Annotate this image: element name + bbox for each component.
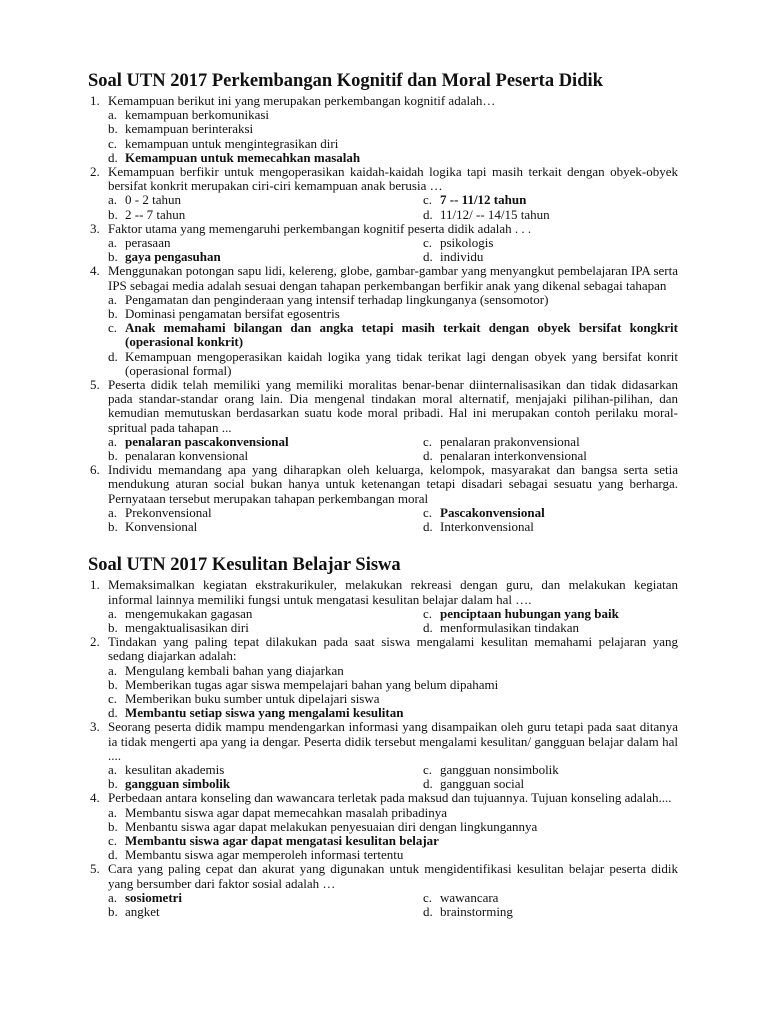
correct-answer-text: penalaran pascakonvensional: [125, 433, 289, 449]
option-text: kesulitan akademis: [125, 761, 225, 777]
question-item: [90, 578, 678, 606]
option-text: Kemampuan mengoperasikan kaidah logika yang tidak terikat lagi dengan obyek yang bersifat konrit (operasional formal): [125, 348, 678, 378]
answer-option: [423, 777, 678, 791]
option-letter: c.: [108, 320, 118, 336]
answer-option: [108, 891, 423, 905]
option-letter: a.: [108, 889, 118, 905]
option-letter: a.: [108, 761, 118, 777]
option-text: Menbantu siswa agar dapat melakukan penyesuaian diri dengan lingkungannya: [125, 818, 538, 834]
option-text: perasaan: [125, 235, 171, 251]
option-text: menformulasikan tindakan: [440, 619, 579, 635]
option-text: Konvensional: [125, 519, 198, 535]
answer-option: [108, 905, 423, 919]
answer-option: [423, 621, 678, 635]
option-text: kemampuan untuk mengintegrasikan diri: [125, 135, 339, 151]
correct-answer-text: gangguan simbolik: [125, 776, 231, 792]
question-number: 3.: [90, 220, 100, 236]
question-text: Seorang peserta didik mampu mendengarkan informasi yang disampaikan oleh guru tetapi pada saat ditanya ia tidak mengerti apa yang ia dengar. Peserta didik tersebut mengalami kesulitan/ gangguan belajar dalam hal ....: [108, 719, 678, 763]
option-letter: d.: [108, 348, 118, 364]
option-text: Interkonvensional: [440, 519, 534, 535]
option-text: gangguan social: [440, 776, 525, 792]
answer-options-grid: [108, 763, 678, 791]
correct-answer-text: gaya pengasuhan: [125, 249, 221, 265]
option-text: mengaktualisasikan diri: [125, 619, 249, 635]
answer-option: [108, 350, 678, 378]
question-item: [90, 720, 678, 763]
correct-answer-text: penciptaan hubungan yang baik: [440, 605, 619, 621]
answer-option: [108, 692, 678, 706]
answer-option: [423, 236, 678, 250]
option-letter: d.: [108, 705, 118, 721]
option-letter: a.: [108, 662, 118, 678]
answer-option: [108, 607, 423, 621]
answer-options: [108, 806, 678, 863]
option-text: 2 -- 7 tahun: [125, 206, 186, 222]
option-letter: d.: [423, 206, 433, 222]
question-text: Tindakan yang paling tepat dilakukan pada saat siswa mengalami kesulitan memahami pelajaran yang sedang diajarkan adalah:: [108, 634, 678, 664]
answer-option: [108, 307, 678, 321]
question-number: 3.: [90, 719, 100, 735]
answer-option: [108, 678, 678, 692]
option-letter: b.: [108, 121, 118, 137]
option-text: Membantu siswa agar dapat memecahkan masalah pribadinya: [125, 804, 447, 820]
answer-options: [108, 108, 678, 165]
answer-option: [108, 763, 423, 777]
option-text: Mengulang kembali bahan yang diajarkan: [125, 662, 344, 678]
section-title: Soal UTN 2017 Perkembangan Kognitif dan Moral Peserta Didik: [88, 71, 603, 91]
option-letter: c.: [423, 889, 433, 905]
option-letter: a.: [108, 433, 118, 449]
option-letter: a.: [108, 291, 118, 307]
answer-option: [108, 621, 423, 635]
option-text: kemampuan berkomunikasi: [125, 107, 270, 123]
section-title: Soal UTN 2017 Kesulitan Belajar Siswa: [88, 555, 401, 576]
question-item: [90, 264, 678, 292]
option-letter: b.: [108, 306, 118, 322]
correct-answer-text: Membantu siswa agar dapat mengatasi kesulitan belajar: [125, 832, 439, 848]
answer-option: [423, 607, 678, 621]
document-page: [90, 70, 678, 919]
question-item: [90, 222, 678, 236]
option-text: Memberikan tugas agar siswa mempelajari bahan yang belum dipahami: [125, 676, 499, 692]
option-text: wawancara: [440, 889, 499, 905]
option-text: Pengamatan dan penginderaan yang intensif terhadap lingkunganya (sensomotor): [125, 291, 549, 307]
option-letter: b.: [108, 249, 118, 265]
answer-option: [108, 806, 678, 820]
option-letter: c.: [423, 235, 433, 251]
option-text: Memberikan buku sumber untuk dipelajari siswa: [125, 690, 380, 706]
question-number: 6.: [90, 462, 100, 478]
option-letter: a.: [108, 504, 118, 520]
option-text: brainstorming: [440, 903, 513, 919]
answer-option: [108, 108, 678, 122]
answer-option: [108, 777, 423, 791]
option-letter: a.: [108, 804, 118, 820]
option-letter: a.: [108, 605, 118, 621]
answer-options: [108, 293, 678, 378]
option-text: Prekonvensional: [125, 504, 212, 520]
question-item: [90, 378, 678, 435]
question-number: 4.: [90, 790, 100, 806]
question-text: Peserta didik telah memiliki yang memiliki moralitas benar-benar diinternalisasikan dan tidak didasarkan pada standar-standar orang lain. Dia mengenal tindakan moral alternatif, menjajaki pilihan-pilihan, dan kemudian memutuskan berdasarkan suatu kode moral pribadi. Hal ini merupakan contoh perilaku moral-spritual pada tahapan ...: [108, 377, 678, 435]
answer-option: [423, 506, 678, 520]
correct-answer-text: sosiometri: [125, 889, 183, 905]
answer-option: [423, 435, 678, 449]
answer-option: [108, 834, 678, 848]
option-text: penalaran konvensional: [125, 448, 249, 464]
answer-option: [108, 820, 678, 834]
question-item: [90, 791, 678, 805]
option-letter: c.: [108, 135, 118, 151]
answer-option: [108, 208, 423, 222]
answer-option: [108, 250, 423, 264]
question-text: Kemampuan berfikir untuk mengoperasikan kaidah-kaidah logika tapi masih terkait dengan obyek-obyek bersifat konkrit merupakan ciri-ciri kemampuan anak berusia …: [108, 164, 678, 194]
answer-option: [423, 520, 678, 534]
answer-options-grid: [108, 193, 678, 221]
answer-option: [108, 137, 678, 151]
option-letter: b.: [108, 206, 118, 222]
option-letter: b.: [108, 619, 118, 635]
answer-option: [108, 236, 423, 250]
question-number: 2.: [90, 634, 100, 650]
answer-option: [108, 706, 678, 720]
question-text: Kemampuan berikut ini yang merupakan perkembangan kognitif adalah…: [108, 93, 496, 108]
question-text: Perbedaan antara konseling dan wawancara terletak pada maksud dan tujuannya. Tujuan konseling adalah....: [108, 790, 672, 806]
option-text: psikologis: [440, 235, 494, 251]
answer-option: [108, 449, 423, 463]
option-letter: b.: [108, 519, 118, 535]
question-item: [90, 635, 678, 663]
option-letter: d.: [423, 776, 433, 792]
option-letter: d.: [423, 619, 433, 635]
answer-options-grid: [108, 607, 678, 635]
option-letter: b.: [108, 676, 118, 692]
option-text: kemampuan berinteraksi: [125, 121, 254, 137]
option-text: 0 - 2 tahun: [125, 192, 181, 208]
option-letter: b.: [108, 818, 118, 834]
answer-option: [108, 122, 678, 136]
option-letter: a.: [108, 235, 118, 251]
question-item: [90, 165, 678, 193]
answer-options: [108, 664, 678, 721]
question-text: Menggunakan potongan sapu lidi, kelereng, globe, gambar-gambar yang menyangkut pembelajaran IPA serta IPS sebagai media adalah sesuai dengan tahapan perkembangan berfikir anak yang dikenal sebagai tahapan: [108, 263, 678, 293]
question-item: [90, 94, 678, 108]
question-number: 5.: [90, 861, 100, 877]
answer-option: [108, 193, 423, 207]
question-text: Cara yang paling cepat dan akurat yang digunakan untuk mengidentifikasi kesulitan belajar peserta didik yang bersumber dari faktor sosial adalah …: [108, 861, 678, 891]
answer-option: [423, 193, 678, 207]
option-letter: d.: [423, 903, 433, 919]
option-letter: c.: [423, 605, 433, 621]
correct-answer-text: 7 -- 11/12 tahun: [440, 192, 527, 208]
option-letter: c.: [108, 832, 118, 848]
answer-option: [423, 905, 678, 919]
option-text: 11/12/ -- 14/15 tahun: [440, 206, 550, 222]
option-text: mengemukakan gagasan: [125, 605, 253, 621]
question-text: Individu memandang apa yang diharapkan oleh keluarga, kelompok, masyarakat dan bangsa serta setia mendukung aturan social bukan hanya untuk ketenangan tetapi disadari sebagai sesuatu yang berharga. Pernyataan tersebut merupakan tahapan perkembangan moral: [108, 462, 678, 506]
correct-answer-text: Pascakonvensional: [440, 504, 545, 520]
option-letter: d.: [423, 448, 433, 464]
option-text: penalaran interkonvensional: [440, 448, 587, 464]
correct-answer-text: Membantu setiap siswa yang mengalami kesulitan: [125, 705, 404, 721]
answer-option: [108, 506, 423, 520]
option-letter: c.: [423, 192, 433, 208]
answer-option: [423, 208, 678, 222]
option-text: penalaran prakonvensional: [440, 433, 580, 449]
option-letter: c.: [108, 690, 118, 706]
option-letter: d.: [423, 519, 433, 535]
option-letter: b.: [108, 448, 118, 464]
question-number: 5.: [90, 377, 100, 393]
option-text: Dominasi pengamatan bersifat egosentris: [125, 306, 340, 322]
option-text: angket: [125, 903, 160, 919]
answer-option: [108, 848, 678, 862]
correct-answer-text: Anak memahami bilangan dan angka tetapi masih terkait dengan obyek bersifat kongkrit (operasional konkrit): [125, 320, 678, 350]
correct-answer-text: Kemampuan untuk memecahkan masalah: [125, 149, 361, 165]
answer-option: [423, 763, 678, 777]
question-number: 1.: [90, 577, 100, 593]
answer-option: [423, 891, 678, 905]
option-letter: d.: [108, 847, 118, 863]
question-item: [90, 862, 678, 890]
question-number: 1.: [90, 93, 100, 108]
option-letter: c.: [423, 433, 433, 449]
option-letter: d.: [423, 249, 433, 265]
question-number: 2.: [90, 164, 100, 180]
option-letter: c.: [423, 504, 433, 520]
question-text: Memaksimalkan kegiatan ekstrakurikuler, melakukan rekreasi dengan guru, dan melakukan kegiatan informal lainnya memiliki fungsi untuk mengatasi kesulitan belajar dalam hal ….: [108, 577, 678, 607]
answer-option: [108, 435, 423, 449]
question-item: [90, 463, 678, 506]
answer-options-grid: [108, 891, 678, 919]
option-letter: a.: [108, 192, 118, 208]
answer-option: [108, 664, 678, 678]
option-letter: b.: [108, 903, 118, 919]
option-letter: b.: [108, 776, 118, 792]
answer-option: [108, 151, 678, 165]
answer-option: [423, 449, 678, 463]
option-text: Membantu siswa agar memperoleh informasi tertentu: [125, 847, 404, 863]
option-letter: d.: [108, 149, 118, 165]
question-number: 4.: [90, 263, 100, 279]
option-text: gangguan nonsimbolik: [440, 761, 559, 777]
option-letter: c.: [423, 761, 433, 777]
question-text: Faktor utama yang memengaruhi perkembangan kognitif peserta didik adalah . . .: [108, 220, 532, 236]
answer-option: [108, 520, 423, 534]
answer-options-grid: [108, 435, 678, 463]
option-text: individu: [440, 249, 484, 265]
option-letter: a.: [108, 107, 118, 123]
answer-option: [108, 321, 678, 349]
answer-option: [108, 293, 678, 307]
answer-options-grid: [108, 236, 678, 264]
answer-option: [423, 250, 678, 264]
answer-options-grid: [108, 506, 678, 534]
